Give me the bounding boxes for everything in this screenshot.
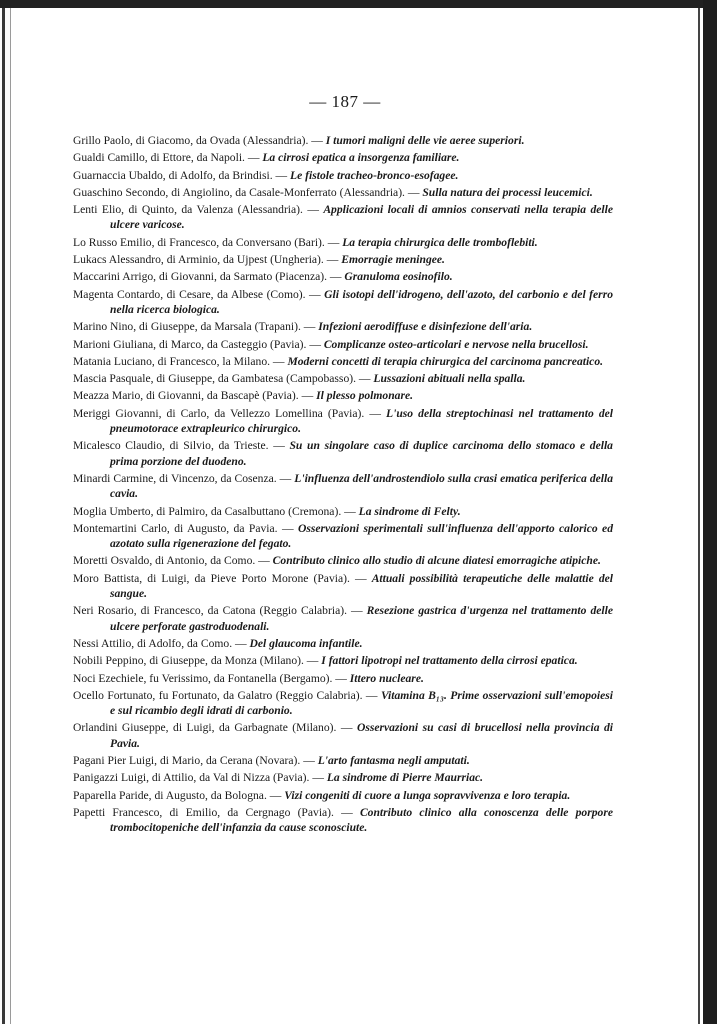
page-number: — 187 —	[309, 92, 381, 111]
list-item	[73, 753, 613, 768]
entry-title: Il plesso polmonare.	[316, 389, 414, 403]
list-item	[73, 770, 613, 785]
entry-author: Minardi Carmine, di Vincenzo, da Cosenza. —	[73, 471, 292, 485]
entry-author: Marioni Giuliana, di Marco, da Casteggio (Pavia). —	[73, 337, 321, 351]
entry-title: I tumori maligni delle vie aeree superiori.	[325, 134, 525, 147]
entry-author: Paparella Paride, di Augusto, da Bologna. —	[73, 788, 282, 802]
entry-author: Moro Battista, di Luigi, da Pieve Porto Morone (Pavia). —	[73, 571, 367, 585]
thesis-list	[73, 133, 613, 837]
entry-author: Grillo Paolo, di Giacomo, da Ovada (Alessandria). —	[73, 134, 323, 147]
entry-title: L'uso della streptochinasi nel trattamento del pneumotorace extrapleurico chirurgico.	[110, 406, 614, 436]
list-item	[73, 388, 613, 403]
entry-title: I fattori lipotropi nel trattamento della cirrosi epatica.	[321, 654, 578, 668]
entry-title: Del glaucoma infantile.	[249, 636, 363, 650]
entry-title: Emorragie meningee.	[341, 253, 445, 267]
list-item	[73, 269, 613, 284]
entry-author: Gualdi Camillo, di Ettore, da Napoli. —	[73, 151, 260, 165]
entry-title: La sindrome di Pierre Maurriac.	[326, 771, 484, 785]
list-item	[73, 788, 613, 803]
entry-title: Moderni concetti di terapia chirurgica del carcinoma pancreatico.	[287, 354, 604, 368]
entry-author: Matania Luciano, di Francesco, la Milano. —	[73, 354, 285, 368]
entry-title: Osservazioni su casi di brucellosi nella provincia di Pavia.	[110, 721, 613, 750]
list-item	[73, 671, 613, 686]
entry-title: Attuali possibilità terapeutiche delle malattie del sangue.	[110, 571, 613, 601]
entry-author: Guaschino Secondo, di Angiolino, da Casale-Monferrato (Alessandria). —	[73, 185, 420, 199]
list-item	[73, 354, 613, 369]
scan-right-line	[698, 8, 700, 1024]
entry-title: L'influenza dell'androstendiolo sulla crasi ematica periferica della cavia.	[110, 471, 613, 501]
entry-title: La sindrome di Felty.	[358, 504, 461, 518]
entry-author: Nessi Attilio, di Adolfo, da Como. —	[73, 636, 247, 650]
entry-title: Su un singolare caso di duplice carcinoma dello stomaco e della prima porzione del duodeno.	[110, 439, 613, 468]
entry-title: Granuloma eosinofilo.	[344, 270, 453, 284]
scan-right-border	[703, 0, 717, 1024]
list-item	[73, 471, 613, 502]
entry-title: Complicanze osteo-articolari e nervose nella brucellosi.	[323, 337, 589, 351]
list-item	[73, 603, 613, 634]
entry-author: Orlandini Giuseppe, di Luigi, da Garbagnate (Milano). —	[73, 721, 353, 735]
entry-author: Montemartini Carlo, di Augusto, da Pavia. —	[73, 521, 294, 535]
scan-top-border	[0, 0, 717, 8]
entry-title: Le fistole tracheo-bronco-esofagee.	[290, 168, 459, 182]
entry-author: Moglia Umberto, di Palmiro, da Casalbuttano (Cremona). —	[73, 504, 356, 518]
entry-author: Marino Nino, di Giuseppe, da Marsala (Trapani). —	[73, 320, 316, 334]
entry-title: Resezione gastrica d'urgenza nel trattamento delle ulcere perforate gastroduodenali.	[110, 604, 613, 633]
list-item	[73, 720, 613, 751]
list-item	[73, 805, 613, 836]
entry-author: Nobili Peppino, di Giuseppe, da Monza (Milano). —	[73, 654, 319, 668]
entry-author: Noci Ezechiele, fu Verissimo, da Fontanella (Bergamo). —	[73, 671, 347, 685]
list-item	[73, 287, 613, 318]
list-item	[73, 371, 613, 386]
list-item	[73, 636, 613, 651]
list-item	[73, 504, 613, 519]
scan-left-border	[2, 8, 5, 1024]
list-item	[73, 653, 613, 668]
entry-title: Infezioni aerodiffuse e disinfezione dell'aria.	[318, 320, 533, 334]
list-item	[73, 150, 613, 165]
entry-title: La cirrosi epatica a insorgenza familiare.	[262, 151, 460, 165]
list-item	[73, 553, 613, 568]
entry-author: Meazza Mario, di Giovanni, da Bascapè (Pavia). —	[73, 389, 314, 403]
list-item	[73, 168, 613, 183]
list-item	[73, 438, 613, 469]
entry-title: La terapia chirurgica delle tromboflebiti.	[342, 235, 538, 249]
entry-author: Lo Russo Emilio, di Francesco, da Conversano (Bari). —	[73, 235, 340, 249]
entry-author: Panigazzi Luigi, di Attilio, da Val di Nizza (Pavia). —	[73, 771, 324, 785]
list-item	[73, 521, 613, 552]
list-item	[73, 252, 613, 267]
entry-title: Osservazioni sperimentali sull'influenza dell'apporto calorico ed azotato sulla rigenerazione del fegato.	[110, 521, 614, 551]
entry-title: Gli isotopi dell'idrogeno, dell'azoto, del carbonio e del ferro nella ricerca biologica.	[110, 287, 614, 316]
entry-title: Lussazioni abituali nella spalla.	[373, 372, 526, 386]
entry-title: Sulla natura dei processi leucemici.	[422, 185, 593, 199]
list-item	[73, 406, 613, 437]
list-item	[73, 337, 613, 352]
entry-author: Lenti Elio, di Quinto, da Valenza (Alessandria). —	[73, 203, 319, 217]
entry-author: Micalesco Claudio, di Silvio, da Trieste. —	[73, 439, 285, 453]
entry-title: Ittero nucleare.	[349, 671, 424, 685]
list-item	[73, 235, 613, 250]
entry-title: Vitamina B₁₃. Prime osservazioni sull'emopoiesi e sul ricambio degli idrati di carbonio.	[110, 688, 613, 718]
entry-title: Contributo clinico allo studio di alcune diatesi emorragiche atipiche.	[272, 554, 601, 568]
entry-author: Moretti Osvaldo, di Antonio, da Como. —	[73, 554, 270, 568]
list-item	[73, 688, 613, 719]
list-item	[73, 185, 613, 200]
entry-author: Papetti Francesco, di Emilio, da Cergnago (Pavia). —	[73, 805, 353, 819]
entry-author: Maccarini Arrigo, di Giovanni, da Sarmato (Piacenza). —	[73, 270, 342, 284]
entry-title: Applicazioni locali di amnios conservati nella terapia delle ulcere varicose.	[110, 203, 613, 232]
entry-author: Neri Rosario, di Francesco, da Catona (Reggio Calabria). —	[73, 604, 363, 618]
entry-author: Magenta Contardo, di Cesare, da Albese (Como). —	[73, 287, 321, 301]
list-item	[73, 202, 613, 233]
entry-author: Mascia Pasquale, di Giuseppe, da Gambatesa (Campobasso). —	[73, 372, 371, 386]
list-item	[73, 133, 613, 148]
scan-left-line	[10, 8, 11, 1024]
entry-author: Pagani Pier Luigi, di Mario, da Cerana (Novara). —	[73, 753, 315, 767]
entry-author: Guarnaccia Ubaldo, di Adolfo, da Brindisi. —	[73, 168, 288, 182]
entry-title: Contributo clinico alla conoscenza delle porpore trombocitopeniche dell'infanzia da cause sconosciute.	[110, 805, 613, 835]
entry-author: Meriggi Giovanni, di Carlo, da Vellezzo Lomellina (Pavia). —	[73, 406, 381, 420]
list-item	[73, 571, 613, 602]
entry-title: Vizi congeniti di cuore a lunga sopravvivenza e loro terapia.	[284, 788, 571, 802]
entry-author: Lukacs Alessandro, di Arminio, da Ujpest (Ungheria). —	[73, 253, 339, 267]
entry-author: Ocello Fortunato, fu Fortunato, da Galatro (Reggio Calabria). —	[73, 688, 378, 702]
entry-title: L'arto fantasma negli amputati.	[317, 753, 470, 767]
list-item	[73, 319, 613, 334]
